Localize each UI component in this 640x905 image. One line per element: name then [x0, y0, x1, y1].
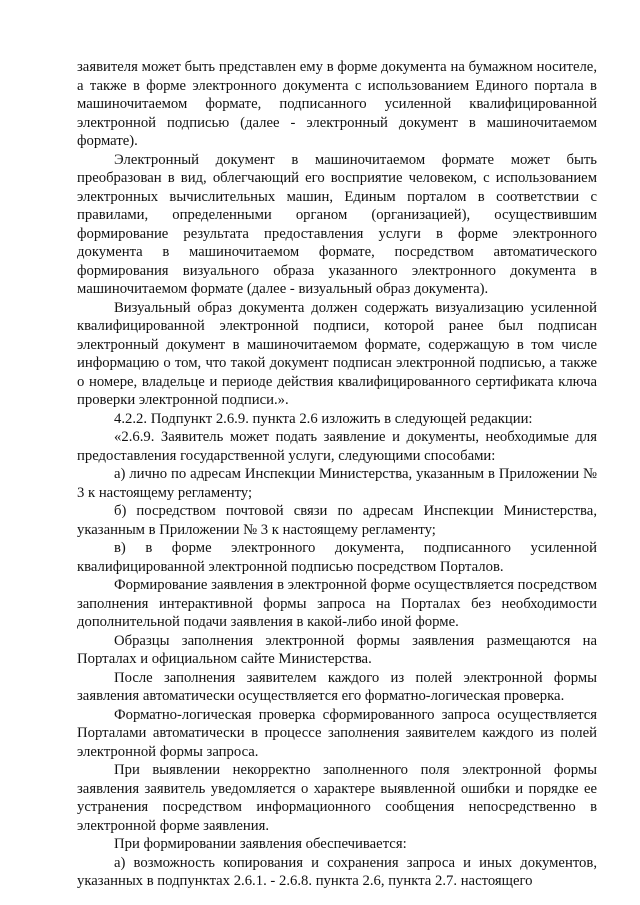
paragraph: При формировании заявления обеспечивается: [114, 836, 407, 852]
paragraph: При выявлении некорректно заполненного поля электронной формы заявления заявитель уведомляется о характере выявленной ошибки и порядке ее устранения посредством информационного сообщения непосредственно в электронной форме заявления. [77, 762, 597, 834]
paragraph: Электронный документ в машиночитаемом формате может быть преобразован в вид, облегчающий его восприятие человеком, с использованием электронных вычислительных машин, Единым порталом в соответствии с правилами, определенными органом (организацией), осуществившим формирование результата предоставления услуги в форме электронного документа в машиночитаемом формате, посредством автоматического формирования визуального образа указанного электронного документа в машиночитаемом формате (далее - визуальный образ документа). [77, 151, 597, 297]
paragraph: Форматно-логическая проверка сформированного запроса осуществляется Порталами автоматически в процессе заполнения заявителем каждого из полей электронной формы запроса. [77, 706, 597, 760]
paragraph: б) посредством почтовой связи по адресам Инспекции Министерства, указанным в Приложении № 3 к настоящему регламенту; [77, 503, 597, 538]
paragraph: После заполнения заявителем каждого из полей электронной формы заявления автоматически осуществляется его форматно-логическая проверка. [77, 669, 597, 704]
paragraph: заявителя может быть представлен ему в форме документа на бумажном носителе, а также в форме электронного документа с использованием Единого портала в машиночитаемом формате, подписанного усиленной квалифицированной электронной подписью (далее - электронный документ в машиночитаемом формате). [77, 59, 597, 149]
paragraph: Образцы заполнения электронной формы заявления размещаются на Порталах и официальном сайте Министерства. [77, 632, 597, 667]
document-page [77, 58, 597, 891]
paragraph: 4.2.2. Подпункт 2.6.9. пункта 2.6 изложить в следующей редакции: [114, 410, 533, 427]
paragraph: Формирование заявления в электронной форме осуществляется посредством заполнения интерактивной формы запроса на Порталах без необходимости дополнительной подачи заявления в какой-либо иной форме. [77, 577, 597, 630]
paragraph: а) возможность копирования и сохранения запроса и иных документов, указанных в подпунктах 2.6.1. - 2.6.8. пункта 2.6, пункта 2.7. настоящего [77, 854, 597, 889]
paragraph: «2.6.9. Заявитель может подать заявление и документы, необходимые для предоставления государственной услуги, следующими способами: [77, 429, 597, 464]
paragraph: а) лично по адресам Инспекции Министерства, указанным в Приложении № 3 к настоящему регламенту; [77, 466, 597, 501]
paragraph: Визуальный образ документа должен содержать визуализацию усиленной квалифицированной электронной подписи, которой ранее был подписан электронный документ в машиночитаемом формате, содержащую в том числе информацию о том, что такой документ подписан электронной подписью, а также о номере, владельце и периоде действия квалифицированного сертификата ключа проверки электронной подписи.». [77, 299, 597, 408]
paragraph: в) в форме электронного документа, подписанного усиленной квалифицированной электронной подписью посредством Порталов. [77, 540, 597, 575]
